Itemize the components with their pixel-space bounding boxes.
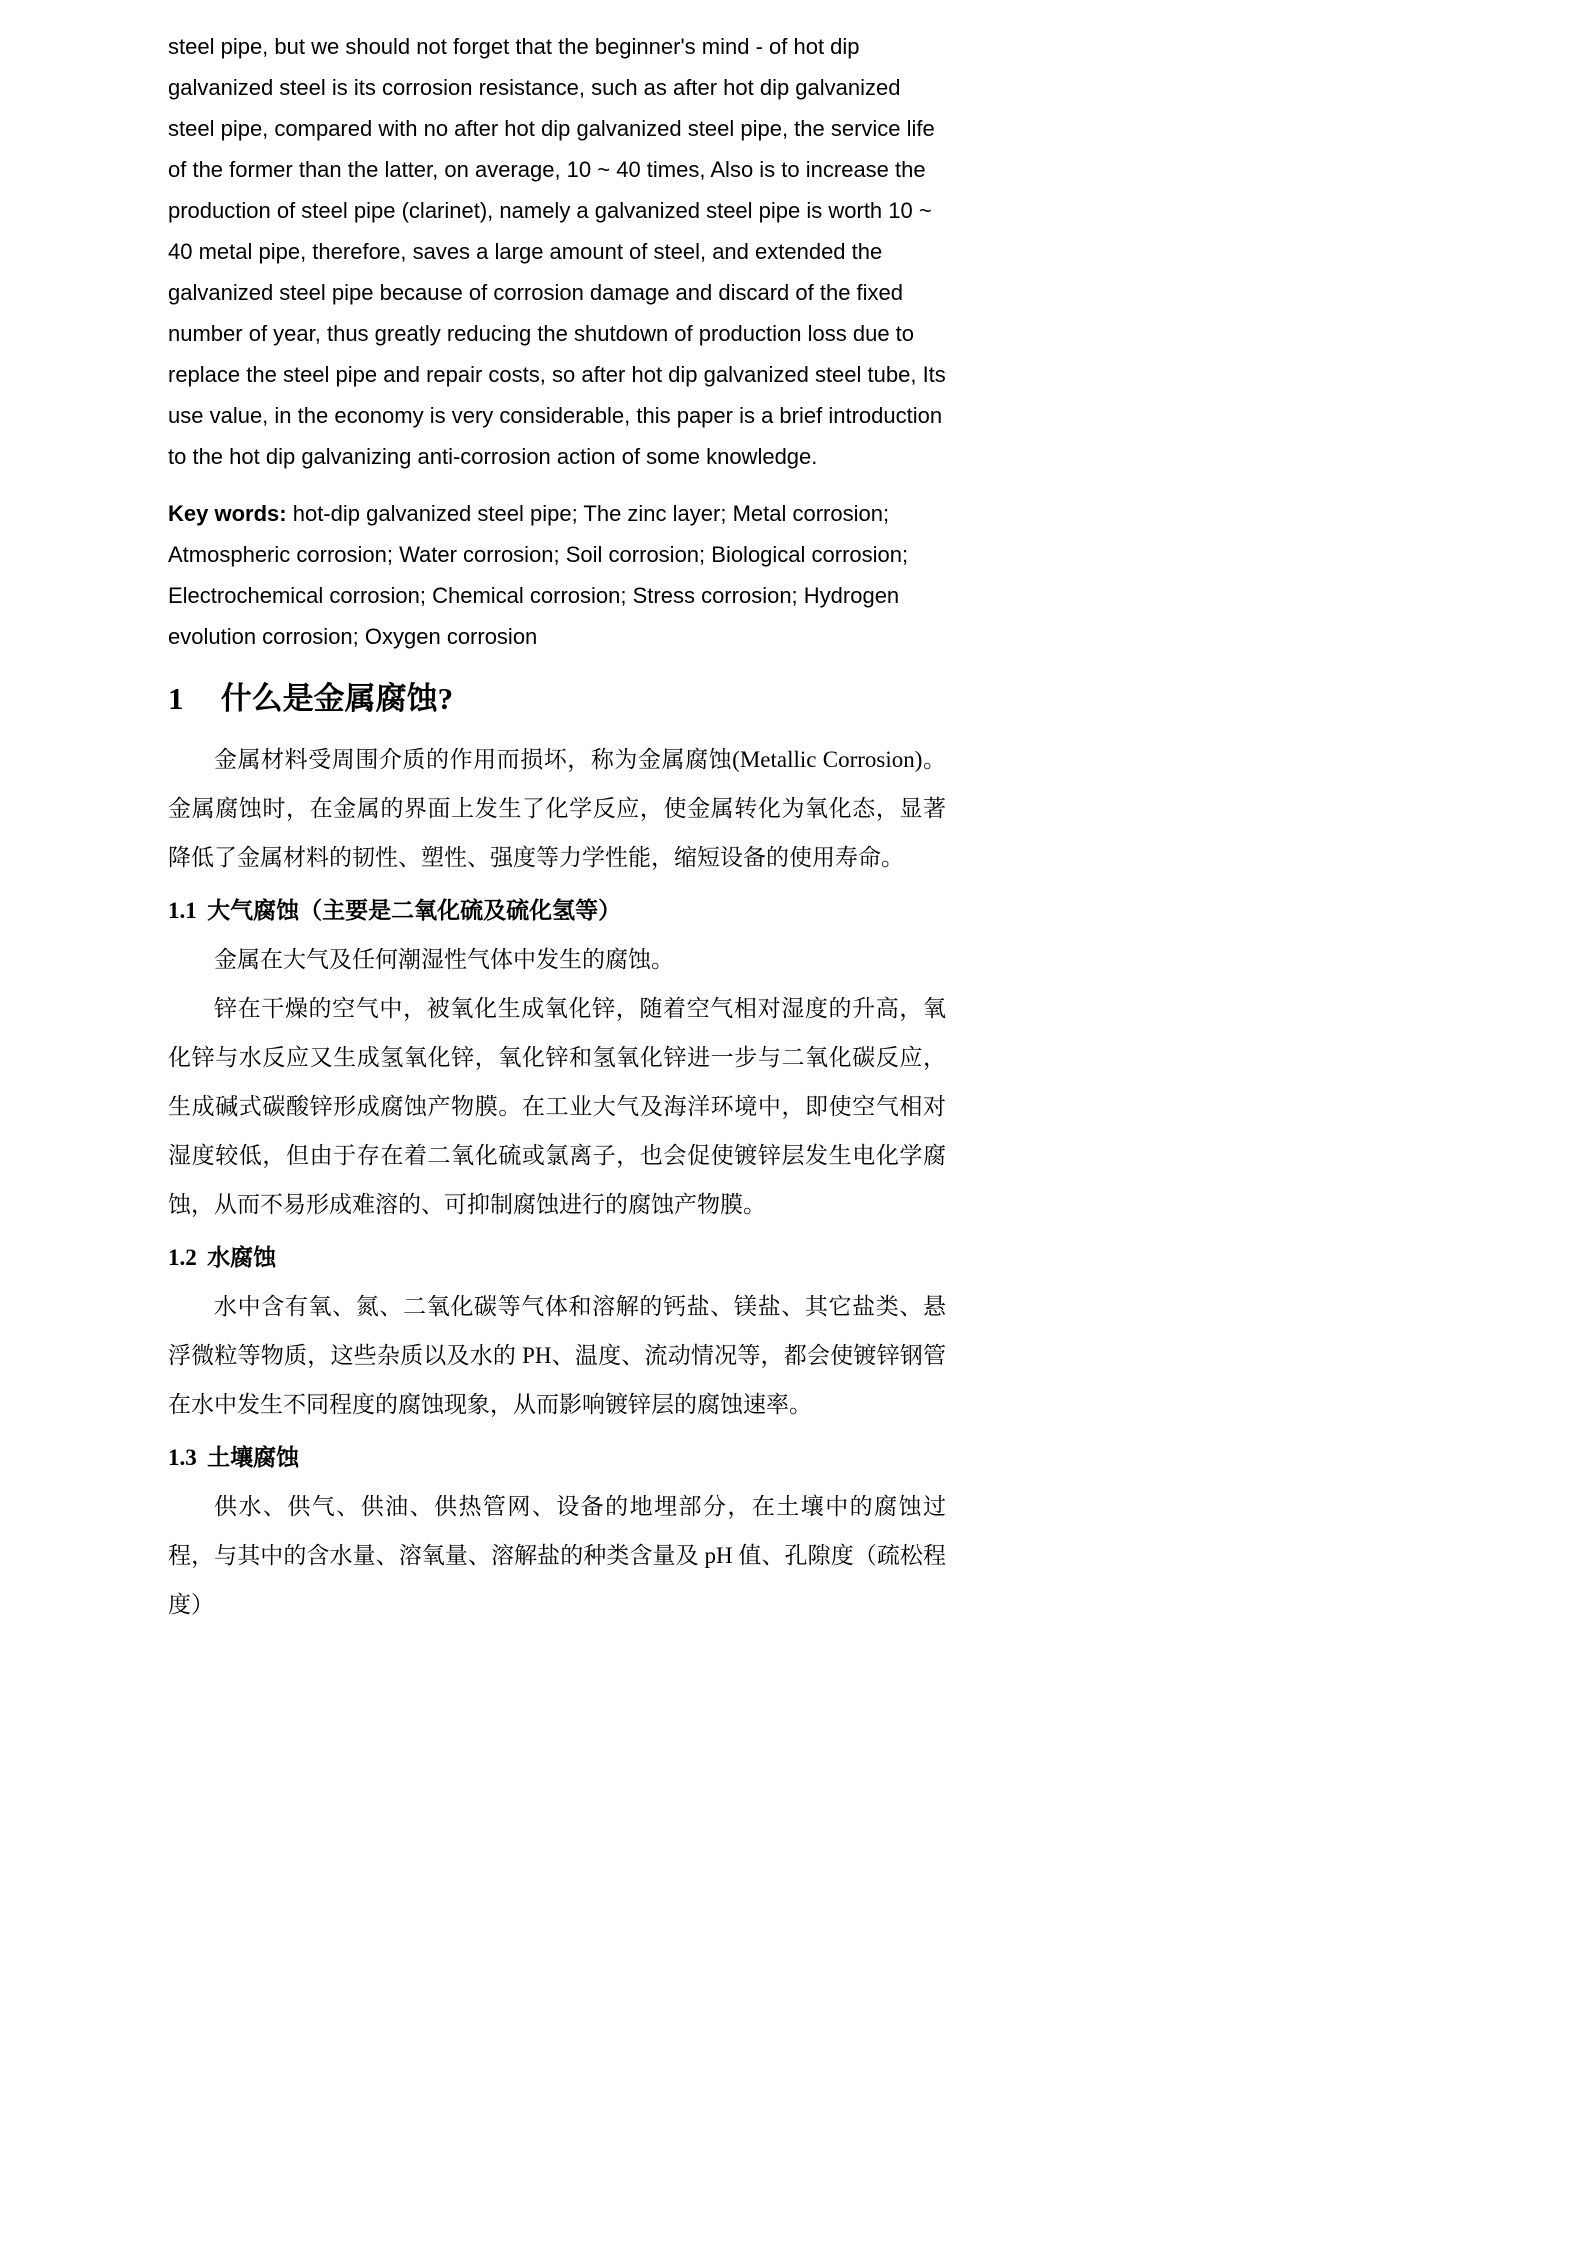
section-heading-atmospheric-corrosion: [168, 886, 946, 935]
paragraph-metal-corrosion-definition: 金属材料受周围介质的作用而损坏，称为金属腐蚀(Metallic Corrosion)。金属腐蚀时，在金属的界面上发生了化学反应，使金属转化为氧化态，显著降低了金属材料的韧性、塑性、强度等力学性能，缩短设备的使用寿命。: [168, 747, 946, 871]
section-title: 土壤腐蚀: [207, 1445, 300, 1471]
paragraph-water-corrosion-1: 水中含有氧、氮、二氧化碳等气体和溶解的钙盐、镁盐、其它盐类、悬浮微粒等物质，这些杂质以及水的 PH、温度、流动情况等，都会使镀锌钢管在水中发生不同程度的腐蚀现象，从而影响镀锌层的腐蚀速率。: [168, 1294, 946, 1418]
section-heading-water-corrosion: [168, 1233, 946, 1282]
section-number: 1.3: [168, 1445, 197, 1471]
keywords-text: hot-dip galvanized steel pipe; The zinc layer; Metal corrosion; Atmospheric corrosion; Water corrosion; Soil corrosion; Biological corrosion; Electrochemical corrosion; Chemical corrosion; Stress corrosion; Hydrogen evolution corrosion; Oxygen corrosion: [168, 501, 909, 649]
section-heading-soil-corrosion: [168, 1433, 946, 1482]
section-number: 1.1: [168, 898, 197, 924]
paragraph-atmospheric-corrosion-1: 金属在大气及任何潮湿性气体中发生的腐蚀。: [214, 947, 674, 973]
abstract-paragraph-english: steel pipe, but we should not forget that the beginner's mind - of hot dip galvanized steel is its corrosion resistance, such as after hot dip galvanized steel pipe, compared with no after hot dip galvanized steel pipe, the service life of the former than the latter, on average, 10 ~ 40 times, Also is to increase the production of steel pipe (clarinet), namely a galvanized steel pipe is worth 10 ~ 40 metal pipe, therefore, saves a large amount of steel, and extended the galvanized steel pipe because of corrosion damage and discard of the fixed number of year, thus greatly reducing the shutdown of production loss due to replace the steel pipe and repair costs, so after hot dip galvanized steel tube, Its use value, in the economy is very considerable, this paper is a brief introduction to the hot dip galvanizing anti-corrosion action of some knowledge.: [168, 34, 946, 469]
chapter-title: 什么是金属腐蚀?: [220, 681, 454, 716]
section-title: 水腐蚀: [207, 1245, 277, 1271]
keywords-paragraph: [168, 493, 946, 657]
paragraph-atmospheric-corrosion-2: 锌在干燥的空气中，被氧化生成氧化锌，随着空气相对湿度的升高，氧化锌与水反应又生成氢氧化锌，氧化锌和氢氧化锌进一步与二氧化碳反应，生成碱式碳酸锌形成腐蚀产物膜。在工业大气及海洋环境中，即使空气相对湿度较低，但由于存在着二氧化硫或氯离子，也会促使镀锌层发生电化学腐蚀，从而不易形成难溶的、可抑制腐蚀进行的腐蚀产物膜。: [168, 996, 946, 1218]
keywords-label: Key words:: [168, 501, 287, 526]
chapter-number: 1: [168, 681, 184, 716]
paragraph-soil-corrosion-1: 供水、供气、供油、供热管网、设备的地埋部分，在土壤中的腐蚀过程，与其中的含水量、溶氧量、溶解盐的种类含量及 pH 值、孔隙度（疏松程度）: [168, 1494, 946, 1618]
section-number: 1.2: [168, 1245, 197, 1271]
chapter-heading: [168, 679, 946, 719]
section-title: 大气腐蚀（主要是二氧化硫及硫化氢等）: [207, 898, 622, 924]
page-content: [168, 26, 946, 1629]
